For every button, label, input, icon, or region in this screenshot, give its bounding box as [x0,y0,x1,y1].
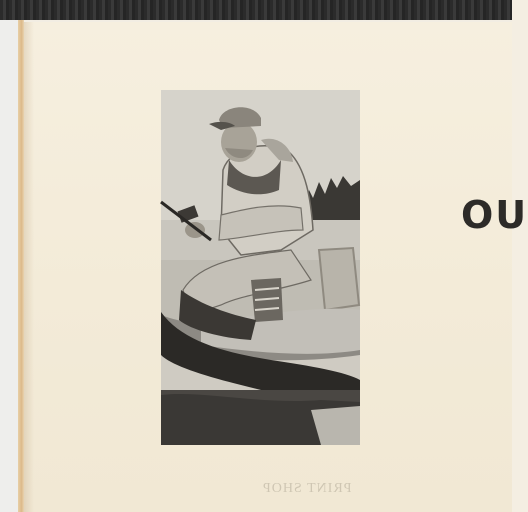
page-heading-fragment: OU [461,193,528,237]
photograph-fisherman [161,90,360,445]
bleed-through-text: PRINT SHOP [262,481,352,496]
scanner-background [0,20,18,512]
page-gutter-shadow [24,22,34,512]
book-binding-strip [0,0,512,20]
